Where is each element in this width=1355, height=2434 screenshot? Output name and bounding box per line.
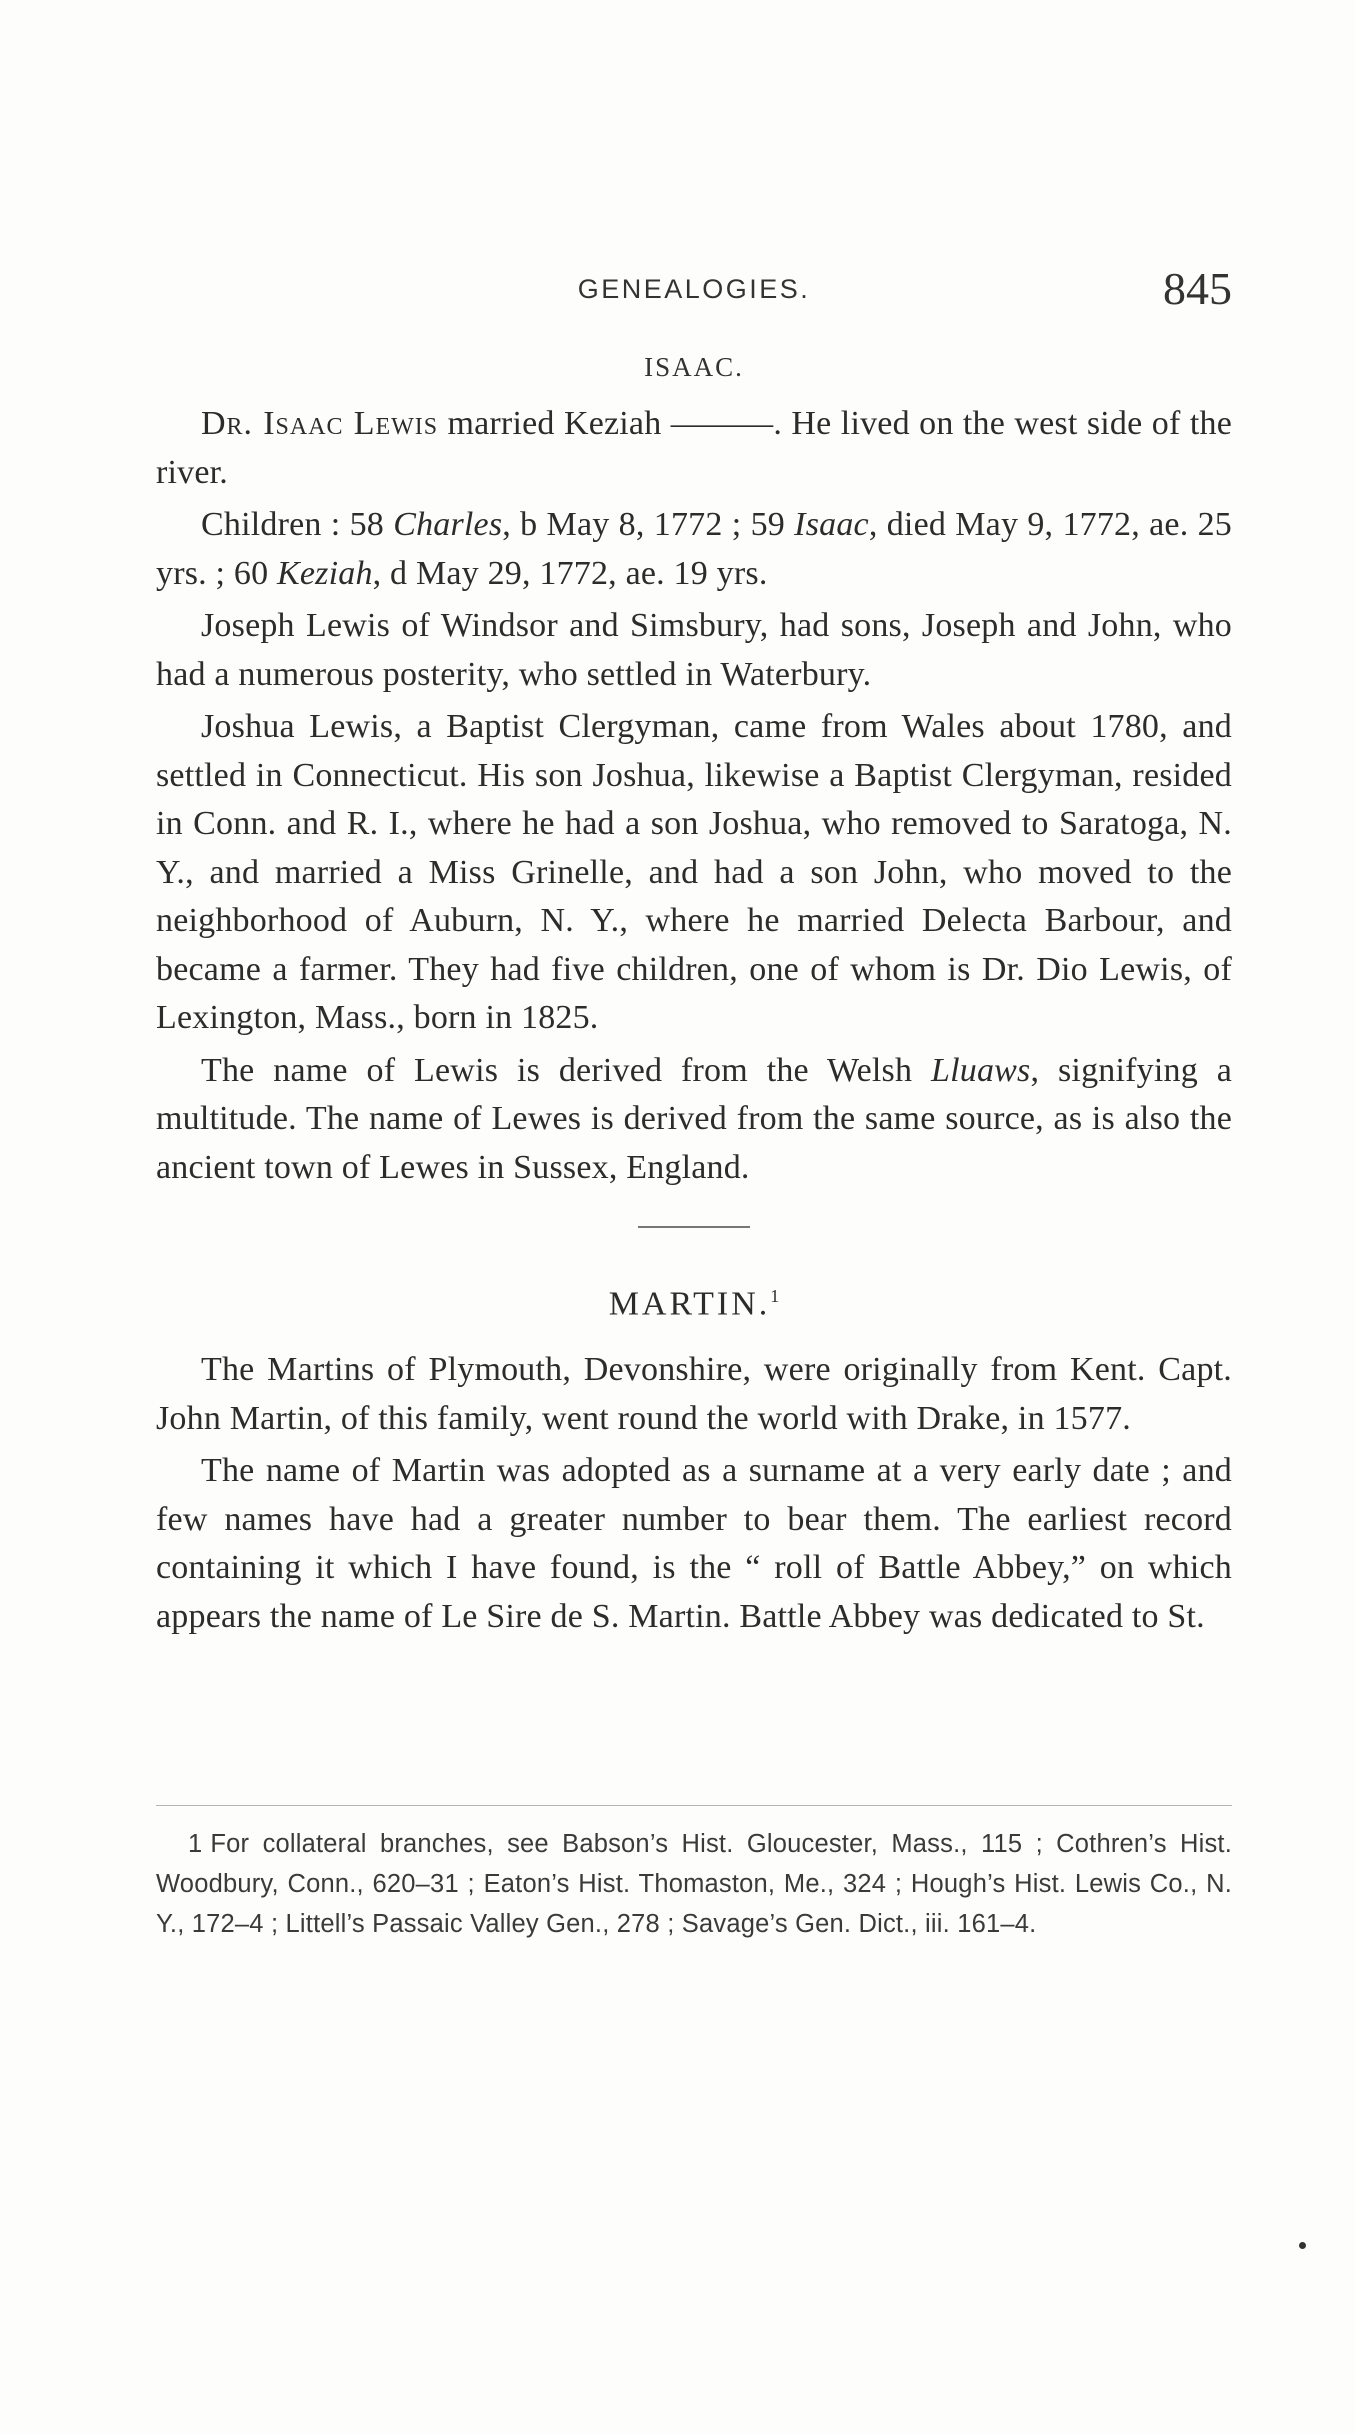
main-text bbox=[156, 348, 1232, 1645]
paragraph-isaac-lewis bbox=[156, 400, 1232, 497]
footnote-reference[interactable]: 1 bbox=[770, 1286, 780, 1306]
child-details: , b May 8, 1772 ; 59 bbox=[502, 506, 795, 543]
section-heading-isaac: ISAAC. bbox=[644, 352, 744, 382]
children-lead: Children : 58 bbox=[201, 506, 394, 543]
page-number: 845 bbox=[1163, 263, 1232, 314]
paragraph-text: The name of Lewis is derived from the Welsh bbox=[201, 1051, 932, 1089]
paragraph-name-origin bbox=[156, 1047, 1232, 1193]
footnote-text: For collateral branches, see Babson’s Hist. Gloucester, Mass., 115 ; Cothren’s Hist. Woodbury, Conn., 620–31 ; Eaton’s Hist. Thomaston, Me., 324 ; Hough’s Hist. Lewis Co., N. Y., 172–4 ; Littell’s Passaic Valley Gen., 278 ; Savage’s Gen. Dict., iii. 161–4. bbox=[156, 1830, 1232, 1938]
section-heading-martin bbox=[156, 1272, 1232, 1323]
paragraph-joseph-lewis: Joseph Lewis of Windsor and Simsbury, had sons, Joseph and John, who had a numerous posterity, who settled in Waterbury. bbox=[156, 607, 1232, 693]
footnote-mark: 1 bbox=[188, 1830, 203, 1858]
paragraph-joshua-lewis: Joshua Lewis, a Baptist Clergyman, came from Wales about 1780, and settled in Connecticut. His son Joshua, likewise a Baptist Clergyman, resided in Conn. and R. I., where he had a son Joshua, who removed to Saratoga, N. Y., and married a Miss Grinelle, and had a son John, who moved to the neighborhood of Auburn, N. Y., where he married Delecta Barbour, and became a farmer. They had five children, one of whom is Dr. Dio Lewis, of Lexington, Mass., born in 1825. bbox=[156, 708, 1232, 1036]
child-name-isaac: Isaac bbox=[794, 506, 869, 543]
margin-dot bbox=[1299, 2242, 1306, 2249]
child-name-keziah: Keziah bbox=[277, 554, 373, 592]
paragraph-text: married Keziah ———. He lived on the west side of the river. bbox=[156, 405, 1232, 491]
running-title: GENEALOGIES. bbox=[577, 274, 811, 304]
footnote bbox=[156, 1824, 1232, 1944]
paragraph-martins-plymouth: The Martins of Plymouth, Devonshire, were originally from Kent. Capt. John Martin, of this family, went round the world with Drake, in 1577. bbox=[156, 1351, 1232, 1437]
paragraph-text: , signifying a multitude. The name of Lewes is derived from the same source, as is also the ancient town of Lewes in Sussex, England. bbox=[156, 1051, 1232, 1186]
child-name-charles: Charles bbox=[393, 506, 503, 543]
running-head bbox=[156, 263, 1232, 318]
paragraph-children bbox=[156, 501, 1232, 598]
child-details: , died May 9, 1772, ae. 25 yrs. ; 60 bbox=[156, 506, 1232, 592]
martin-heading-text: MARTIN. bbox=[608, 1285, 771, 1323]
child-details: , d May 29, 1772, ae. 19 yrs. bbox=[372, 554, 768, 592]
footnote-divider bbox=[156, 1805, 1232, 1806]
person-name-isaac-lewis: Dr. Isaac Lewis bbox=[201, 405, 439, 442]
section-divider bbox=[638, 1226, 750, 1228]
welsh-word: Lluaws bbox=[931, 1051, 1031, 1089]
paragraph-martin-surname: The name of Martin was adopted as a surname at a very early date ; and few names have had a greater number to bear them. The earliest record containing it which I have found, is the “ roll of Battle Abbey,” on which appears the name of Le Sire de S. Martin. Battle Abbey was dedicated to St. bbox=[156, 1452, 1232, 1635]
